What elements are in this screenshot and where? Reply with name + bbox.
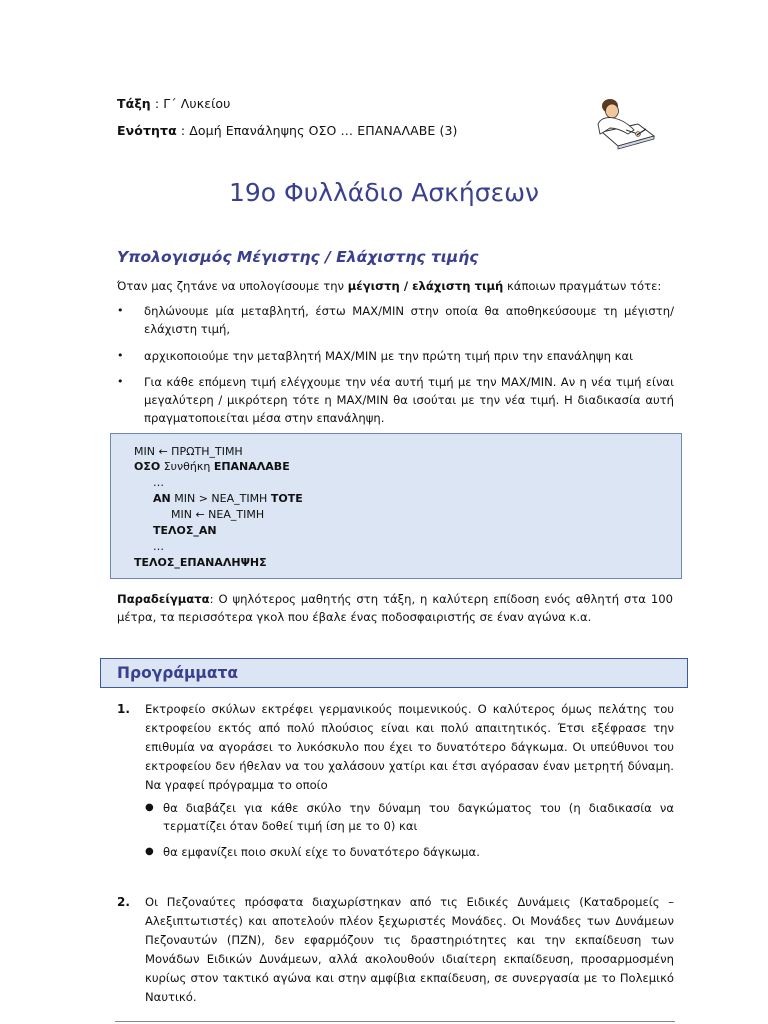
code-line: MIN ← ΝΕΑ_ΤΙΜΗ <box>171 508 265 521</box>
pseudocode-box <box>110 433 682 579</box>
bullet-marker: • <box>117 375 124 388</box>
code-text: Συνθήκη <box>160 460 214 473</box>
examples-text: : Ο ψηλότερος μαθητής στη τάξη, η καλύτερη επίδοση ενός αθλητή στα 100 μέτρα, τα περισσότερα γκολ που έβαλε ένας ποδοσφαιριστής σε έναν αγώνα κ.α. <box>117 592 673 624</box>
class-label: Τάξη <box>117 96 151 111</box>
code-keyword: ΟΣΟ <box>134 460 161 473</box>
code-line: ΤΕΛΟΣ_ΑΝ <box>153 524 217 537</box>
examples-label: Παραδείγματα <box>117 592 210 606</box>
intro-bold-text: μέγιστη / ελάχιστη τιμή <box>347 279 504 293</box>
code-line: MIN ← ΠΡΩΤΗ_ΤΙΜΗ <box>134 445 243 458</box>
exercise-text: Οι Πεζοναύτες πρόσφατα διαχωρίστηκαν από τις Ειδικές Δυνάμεις (Καταδρομείς – Αλεξιπτωτιστές) και αποτελούν πλέον ξεχωριστές Μονάδες. Οι Μονάδες των Δυνάμεων Πεζοναυτών (ΠΖΝ), δεν εφαρμόζουν τις δραστηριότητες και την εκπαίδευση των Μονάδων Ειδικών Δυνάμεων, αλλά ακολουθούν ιδιαίτερη εκπαίδευση, προσαρμοσμένη κυρίως στον τακτικό αγώνα και στην αμφίβια εκπαίδευση, σε συνεργασία με το Πολεμικό Ναυτικό. <box>145 895 674 1004</box>
bullet-marker: • <box>117 349 124 362</box>
code-line: … <box>153 476 164 489</box>
programs-section-header <box>100 658 688 688</box>
intro-text-end: κάποιων πραγμάτων τότε: <box>503 279 662 293</box>
bullet-marker: • <box>117 304 124 317</box>
student-writing-illustration <box>588 94 658 154</box>
code-keyword: ΑΝ <box>153 492 171 505</box>
code-line <box>134 459 290 474</box>
bullet-item: αρχικοποιούμε την μεταβλητή MAX/MIN με την πρώτη τιμή πριν την επανάληψη και <box>144 349 634 363</box>
programs-heading: Προγράμματα <box>117 664 239 682</box>
code-keyword: ΤΟΤΕ <box>270 492 303 505</box>
examples-paragraph <box>117 590 673 626</box>
unit-line <box>117 123 458 138</box>
bullet-item: Για κάθε επόμενη τιμή ελέγχουμε την νέα αυτή τιμή με την MAX/MIN. Αν η νέα τιμή είναι μεγαλύτερη / μικρότερη τότε η MAX/MIN θα ισούται με την νέα τιμή. Η διαδικασία αυτή πραγματοποιείται μέσα στην επανάληψη. <box>144 375 674 425</box>
sub-bullet-item: θα εμφανίζει ποιο σκυλί είχε το δυνατότερο δάγκωμα. <box>163 845 480 859</box>
unit-value: : Δομή Επανάληψης ΟΣΟ … ΕΠΑΝΑΛΑΒΕ (3) <box>176 123 458 138</box>
sub-bullet-item: θα διαβάζει για κάθε σκύλο την δύναμη του δαγκώματος του (η διαδικασία να τερματίζει όταν δοθεί τιμή ίση με το 0) και <box>163 801 674 833</box>
intro-paragraph <box>117 277 673 295</box>
footer-divider <box>115 1021 675 1022</box>
code-text: MIN > ΝΕΑ_ΤΙΜΗ <box>170 492 271 505</box>
intro-text: Όταν μας ζητάνε να υπολογίσουμε την <box>117 279 348 293</box>
code-line <box>153 491 303 506</box>
class-line <box>117 96 230 111</box>
class-value: : Γ΄ Λυκείου <box>150 96 231 111</box>
code-keyword: ΕΠΑΝΑΛΑΒΕ <box>213 460 290 473</box>
code-line: … <box>153 540 164 553</box>
sub-bullet-marker: ● <box>145 802 154 813</box>
exercise-number: 1. <box>117 702 130 716</box>
code-line: ΤΕΛΟΣ_ΕΠΑΝΑΛΗΨΗΣ <box>134 556 267 569</box>
page-title: 19ο Φυλλάδιο Ασκήσεων <box>228 178 540 207</box>
exercise-number: 2. <box>117 895 130 909</box>
bullet-item: δηλώνουμε μία μεταβλητή, έστω MAX/MIN στην οποία θα αποθηκεύσουμε τη μέγιστη/ ελάχιστη τιμή, <box>144 304 674 336</box>
section-heading-max-min: Υπολογισμός Μέγιστης / Ελάχιστης τιμής <box>117 248 479 266</box>
exercise-text: Εκτροφείο σκύλων εκτρέφει γερμανικούς ποιμενικούς. Ο καλύτερος όμως πελάτης του εκτροφείου εκτός από πολύ πλούσιος είναι και πολύ απαιτητικός. Έτσι εξέφρασε την επιθυμία να αγοράσει το λυκόσκυλο που έχει το δυνατότερο δάγκωμα. Οι υπεύθυνοι του εκτροφείου δεν ήθελαν να του χαλάσουν χατίρι και έτσι αγόρασαν έναν μετρητή δύναμη. Να γραφεί πρόγραμμα το οποίο <box>145 702 674 792</box>
sub-bullet-marker: ● <box>145 846 154 857</box>
unit-label: Ενότητα <box>117 123 177 138</box>
